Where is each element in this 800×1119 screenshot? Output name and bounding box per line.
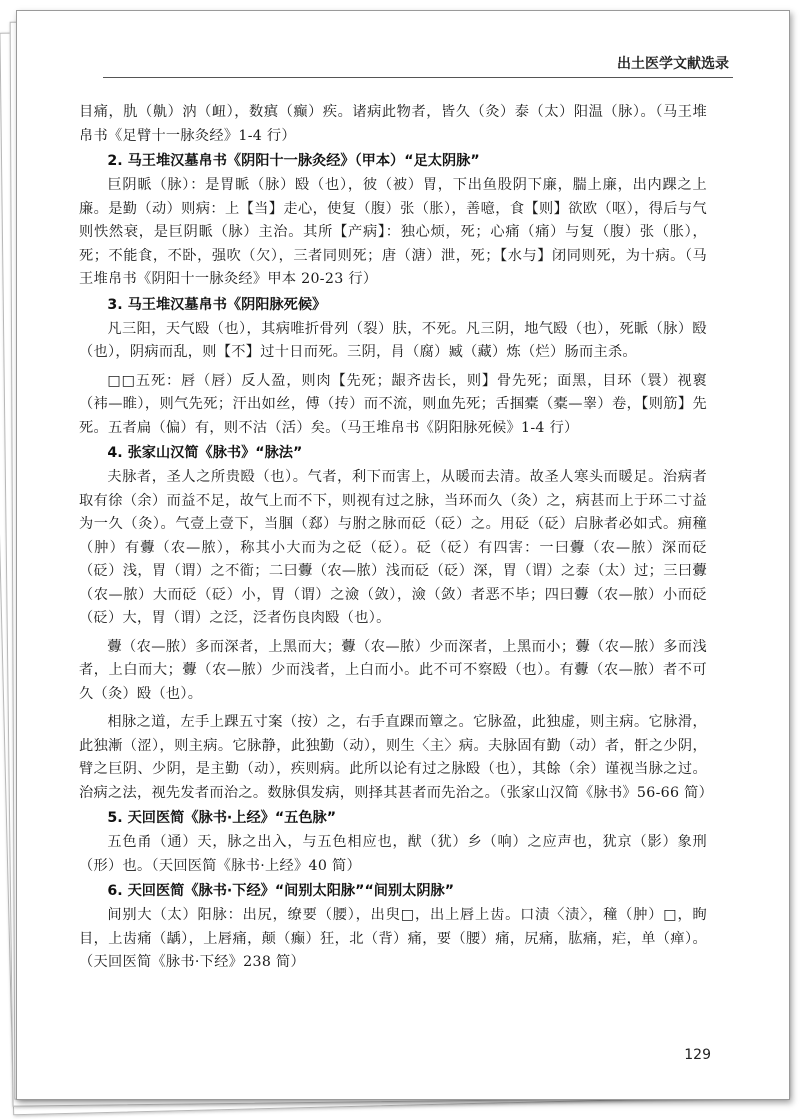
section-heading: 4. 张家山汉简《脉书》“脉法” [107, 445, 303, 461]
body-paragraph: 夫脉者，圣人之所贵殹（也）。气者，利下而害上，从暖而去清。故圣人寒头而暖足。治病者取有徐（余）而益不足，故气上而不下，则视有过之脉，当环而久（灸）之，病甚而上于环二寸益为一久（灸）。气壹上壹下，当腘（郄）与胕之脉而砭（砭）之。用砭（砭）启脉者必如式。痈穜（肿）有虋（农—脓），称其小大而为之砭（砭）。砭（砭）有四害：一曰虋（农—脓）深而砭（砭）浅，胃（谓）之不衜；二曰虋（农—脓）浅而砭（砭）深，胃（谓）之泰（太）过；三曰虋（农—脓）大而砭（砭）小，胃（谓）之澰（敛），澰（敛）者恶不毕；四曰虋（农—脓）小而砭（砭）大，胃（谓）之泛，泛者伤良肉殹（也）。 [79, 469, 707, 626]
body-paragraph: 虋（农—脓）多而深者，上黑而大；虋（农—脓）少而深者，上黑而小；虋（农—脓）多而浅者，上白而大；虋（农—脓）少而浅者，上白而小。此不可不察殹（也）。有虋（农—脓）者不可久（灸）殹（也）。 [79, 638, 707, 702]
running-head: 出土医学文献选录 [617, 56, 729, 72]
section-heading: 3. 马王堆汉墓帛书《阴阳脉死候》 [107, 296, 327, 313]
body-paragraph: 间别大（太）阳脉：出尻，缭要（腰），出臾□，出上唇上齿。口渍〈渍〉，穜（肿）□，眴目，上齿痛（龋），上唇痛，颠（癫）狂，北（背）痛，要（腰）痛，尻痛，肱痛，疟，单（瘅）。（天回医简《脉书·下经》238 简） [79, 907, 707, 970]
section-heading: 5. 天回医简《脉书·上经》“五色脉” [107, 810, 337, 826]
page-number: 129 [684, 1047, 711, 1063]
book-page [16, 10, 790, 1100]
body-paragraph: 巨阴眽（脉）：是胃眽（脉）殹（也），彼（被）胃，下出鱼股阴下廉，腨上廉，出内踝之上廉。是勤（动）则病：上【当】走心，使复（腹）张（胀），善噫，食【则】欲欧（呕），得后与气则怢然衰，是巨阴眽（脉）主治。其所【产病】：独心烦，死；心痛（痛）与复（腹）张（胀），死；不能食，不卧，强吹（欠），三者同则死；唐（溏）泄，死；【水与】闭同则死，为十病。（马王堆帛书《阴阳十一脉灸经》甲本 20-23 行） [79, 177, 707, 287]
body-paragraph: 目痛，肍（鼽）汭（衄），数瘨（癫）疾。诸病此物者，皆久（灸）泰（太）阳温（脉）。（马王堆帛书《足臂十一脉灸经》1-4 行） [79, 104, 707, 144]
section-heading: 2. 马王堆汉墓帛书《阴阳十一脉灸经》（甲本）“足太阴脉” [107, 153, 480, 169]
section-heading: 6. 天回医简《脉书·下经》“间别太阳脉”“间别太阴脉” [107, 883, 455, 899]
body-paragraph: 相脉之道，左手上踝五寸案（按）之，右手直踝而簟之。它脉盈，此独虚，则主病。它脉滑，此独漸（涩），则主病。它脉静，此独勤（动），则生〈主〉病。夫脉固有勤（动）者，骭之少阴，臂之巨阴、少阴，是主勤（动），疾则病。此所以论有过之脉殹（也），其餘（余）谨视当脉之过。治病之法，视先发者而治之。数脉俱发病，则择其甚者而先治之。（张家山汉简《脉书》56-66 简） [79, 714, 714, 801]
header-rule [103, 77, 733, 78]
body-paragraph: 五色甬（通）天，脉之出入，与五色相应也，猷（犹）乡（响）之应声也，犹京（影）象刑（形）也。（天回医简《脉书·上经》40 简） [79, 834, 707, 874]
page-body [79, 101, 714, 975]
body-paragraph: □□五死：唇（唇）反人盈，则肉【先死；龈齐齿长，则】骨先死；面黑，目环（睘）视褱（袆—睢），则气先死；汗出如丝，傅（抟）而不流，则血先死；舌掴橐（橐—睾）卷，【则筋】先死。五者扁（偏）有，则不沽（活）矣。（马王堆帛书《阴阳脉死候》1-4 行） [79, 372, 707, 436]
body-paragraph: 凡三阳，天气殹（也），其病唯折骨列（裂）肤，不死。凡三阴，地气殹（也），死眽（脉）殹（也），阴病而乱，则【不】过十日而死。三阴，肙（腐）臧（藏）炼（烂）肠而主杀。 [79, 320, 707, 360]
